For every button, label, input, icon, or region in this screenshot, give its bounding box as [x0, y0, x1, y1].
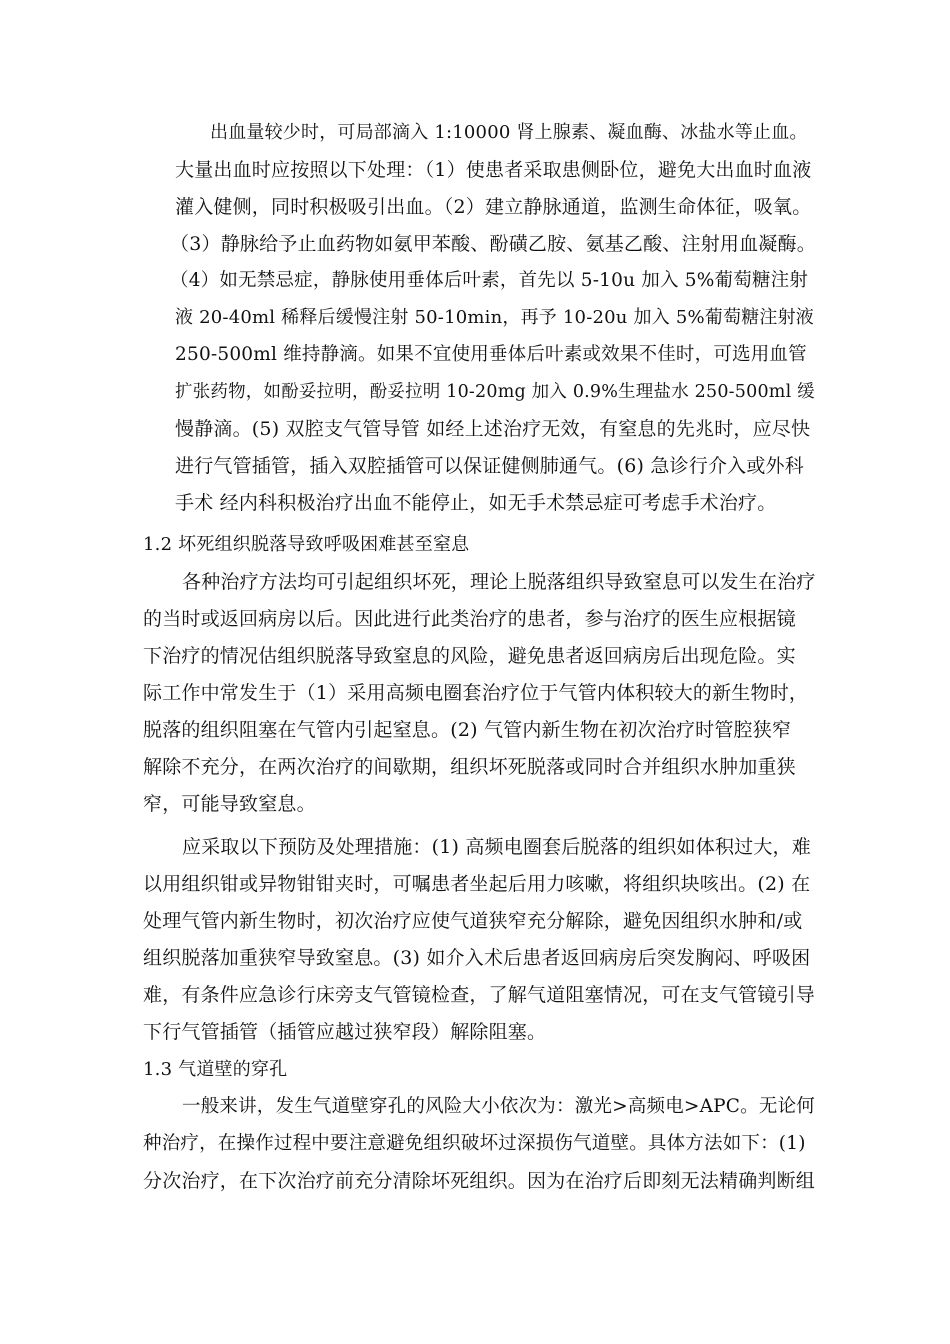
paragraph-line: 以用组织钳或异物钳钳夹时，可嘱患者坐起后用力咳嗽，将组织块咳出。(2) 在: [143, 873, 811, 895]
paragraph-line: 液 20-40ml 稀释后缓慢注射 50-10min，再予 10-20u 加入 5%葡萄糖注射液: [175, 307, 814, 328]
paragraph-line: 扩张药物，如酚妥拉明，酚妥拉明 10-20mg 加入 0.9%生理盐水 250-500ml 缓: [175, 382, 815, 402]
paragraph-line: 下行气管插管（插管应越过狭窄段）解除阻塞。: [143, 1021, 547, 1043]
paragraph-line: 脱落的组织阻塞在气管内引起窒息。(2) 气管内新生物在初次治疗时管腔狭窄: [143, 719, 792, 741]
paragraph-line: 的当时或返回病房以后。因此进行此类治疗的患者，参与治疗的医生应根据镜: [143, 608, 796, 630]
paragraph-line: 灌入健侧，同时积极吸引出血。（2）建立静脉通道，监测生命体征，吸氧。: [175, 196, 812, 218]
paragraph-line: （3）静脉给予止血药物如氨甲苯酸、酚磺乙胺、氨基乙酸、注射用血凝酶。: [170, 233, 816, 255]
paragraph-line: 进行气管插管，插入双腔插管可以保证健侧肺通气。(6) 急诊行介入或外科: [175, 455, 804, 477]
paragraph-line: 大量出血时应按照以下处理：（1）使患者采取患侧卧位，避免大出血时血液: [175, 159, 812, 181]
section-heading-1-2: 1.2 坏死组织脱落导致呼吸困难甚至窒息: [143, 534, 470, 555]
paragraph-line: 处理气管内新生物时，初次治疗应使气道狭窄充分解除，避免因组织水肿和/或: [143, 910, 803, 932]
paragraph-line: 慢静滴。(5) 双腔支气管导管 如经上述治疗无效，有窒息的先兆时，应尽快: [175, 418, 811, 440]
paragraph-line: 应采取以下预防及处理措施：(1) 高频电圈套后脱落的组织如体积过大，难: [182, 836, 811, 858]
paragraph-line: 难，有条件应急诊行床旁支气管镜检查，了解气道阻塞情况，可在支气管镜引导: [143, 984, 816, 1006]
paragraph-line: 出血量较少时，可局部滴入 1:10000 肾上腺素、凝血酶、冰盐水等止血。: [210, 122, 808, 143]
paragraph-line: 组织脱落加重狭窄导致窒息。(3) 如介入术后患者返回病房后突发胸闷、呼吸困: [143, 947, 811, 969]
paragraph-line: 际工作中常发生于（1）采用高频电圈套治疗位于气管内体积较大的新生物时，: [143, 682, 809, 704]
paragraph-line: 窄，可能导致窒息。: [143, 793, 316, 815]
paragraph-line: 种治疗，在操作过程中要注意避免组织破坏过深损伤气道壁。具体方法如下：(1): [143, 1133, 806, 1154]
section-heading-1-3: 1.3 气道壁的穿孔: [143, 1059, 288, 1080]
paragraph-line: 250-500ml 维持静滴。如果不宜使用垂体后叶素或效果不佳时，可选用血管: [175, 344, 807, 365]
paragraph-line: 解除不充分，在两次治疗的间歇期，组织坏死脱落或同时合并组织水肿加重狭: [143, 756, 796, 778]
paragraph-line: 手术 经内科积极治疗出血不能停止，如无手术禁忌症可考虑手术治疗。: [175, 492, 777, 514]
paragraph-line: 分次治疗，在下次治疗前充分清除坏死组织。因为在治疗后即刻无法精确判断组: [143, 1170, 816, 1192]
paragraph-line: 一般来讲，发生气道壁穿孔的风险大小依次为：激光>高频电>APC。无论何: [182, 1096, 815, 1117]
paragraph-line: 下治疗的情况估组织脱落导致窒息的风险，避免患者返回病房后出现危险。实: [143, 645, 796, 667]
paragraph-line: 各种治疗方法均可引起组织坏死，理论上脱落组织导致窒息可以发生在治疗: [182, 571, 816, 593]
paragraph-line: （4）如无禁忌症，静脉使用垂体后叶素，首先以 5-10u 加入 5%葡萄糖注射: [170, 270, 809, 291]
